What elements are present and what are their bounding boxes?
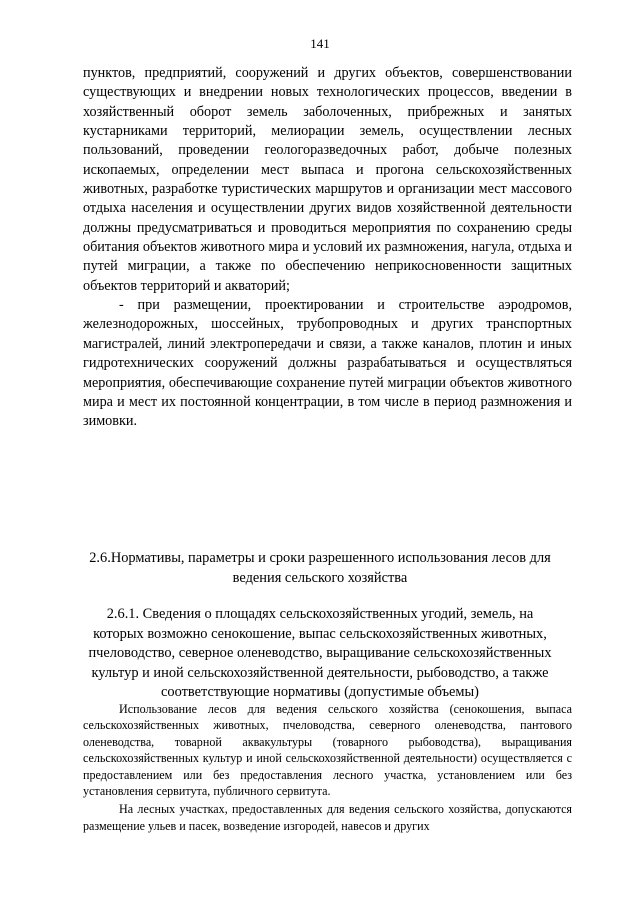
body-text-top [83, 64, 572, 432]
section-heading-line: ведения сельского хозяйства [232, 569, 408, 586]
subsection-heading-line: которых возможно сенокошение, выпас сельскохозяйственных животных, [93, 625, 547, 642]
section-heading [60, 549, 580, 588]
page-number: 141 [310, 36, 330, 51]
body-text-small [83, 701, 572, 834]
subsection-heading [60, 605, 580, 703]
continued-paragraph: пунктов, предприятий, сооружений и других объектов, совершенствовании существующих и внедрении новых технологических процессов, введении в хозяйственный оборот земель заболоченных, прибрежных и занятых кустарниками территорий, мелиорации земель, осуществлении лесных пользований, проведении геологоразведочных работ, добыче полезных ископаемых, определении мест выпаса и прогона сельскохозяйственных животных, разработке туристических маршрутов и организации мест массового отдыха населения и осуществлении других видов хозяйственной деятельности должны предусматриваться и проводиться мероприятия по сохранению среды обитания объектов животного мира и условий их размножения, нагула, отдыха и путей миграции, а также по обеспечению неприкосновенности защитных объектов территорий и акваторий; [83, 65, 572, 294]
usage-paragraph: Использование лесов для ведения сельского хозяйства (сенокошения, выпаса сельскохозяйственных животных, пчеловодства, северного оленеводства, пантового оленеводства, товарной аквакультуры (товарного рыбоводства), выращивания сельскохозяйственных культур и иной сельскохозяйственной деятельности) осуществляется с предоставлением или без предоставления лесного участка, установлением или без установления сервитута, публичного сервитута. [83, 702, 572, 799]
section-heading-line: 2.6.Нормативы, параметры и сроки разрешенного использования лесов для [89, 550, 551, 566]
subsection-heading-line: 2.6.1. Сведения о площадях сельскохозяйственных угодий, земель, на [106, 606, 534, 622]
subsection-heading-line: культур и иной сельскохозяйственной деятельности, рыбоводство, а также [91, 664, 549, 681]
subsection-heading-line: соответствующие нормативы (допустимые объемы) [161, 684, 479, 700]
dash-list-item: - при размещении, проектировании и строительстве аэродромов, железнодорожных, шоссейных, трубопроводных и других транспортных магистралей, линий электропередачи и связи, а также каналов, плотин и иных гидротехнических сооружений должны разрабатываться и осуществляться мероприятия, обеспечивающие сохранение путей миграции объектов животного мира и мест их постоянной концентрации, в том числе в период размножения и зимовки. [83, 297, 572, 430]
subsection-heading-line: пчеловодство, северное оленеводство, выращивание сельскохозяйственных [88, 645, 552, 661]
allowed-structures-paragraph: На лесных участках, предоставленных для ведения сельского хозяйства, допускаются размещение ульев и пасек, возведение изгородей, навесов и других [83, 802, 572, 833]
